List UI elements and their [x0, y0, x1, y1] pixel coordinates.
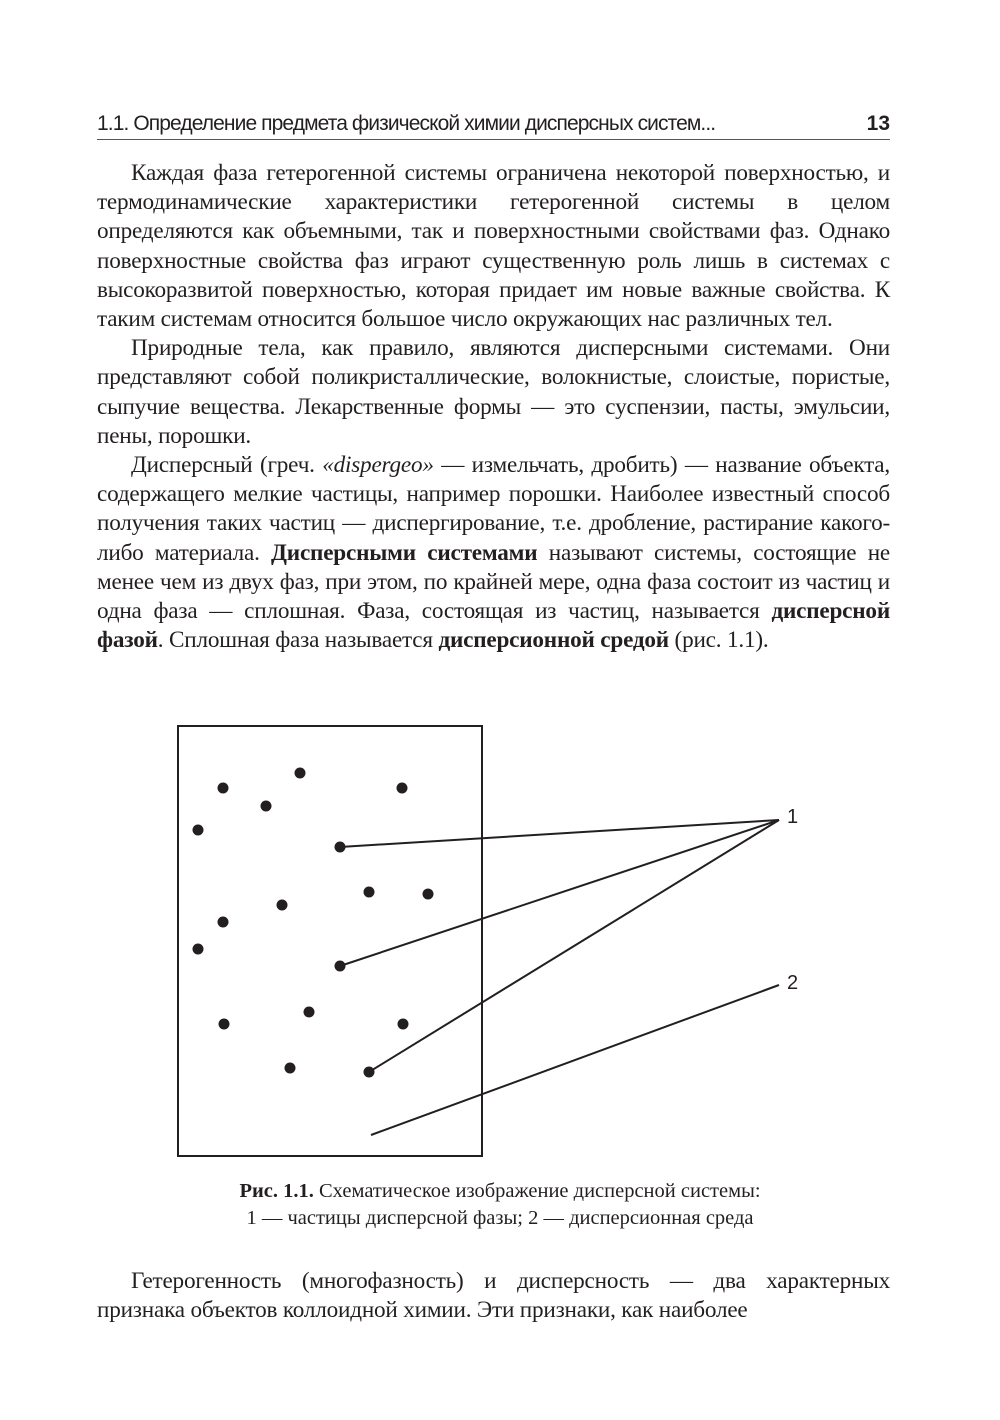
particle-dot: [335, 961, 346, 972]
particle-dot: [261, 801, 272, 812]
running-head-title: 1.1. Определение предмета физической химии дисперсных систем...: [97, 112, 716, 135]
particle-dot: [304, 1007, 315, 1018]
dispersion-medium-box: [178, 726, 482, 1156]
paragraph-3-text: — измельчать, дробить) — название объекта, содержащего мелкие частицы, например порошки. Наиболее известный способ получения таких частиц — диспергирование, т.е. дробление, растирание какого-либо материала.: [97, 452, 890, 566]
header-rule: [97, 139, 890, 140]
paragraph-3: [97, 451, 890, 655]
paragraph-3-text: Дисперсный (греч.: [131, 452, 323, 479]
caption-label: Рис. 1.1.: [239, 1180, 314, 1202]
caption-line-2: 1 — частицы дисперсной фазы; 2 — дисперсионная среда: [246, 1207, 754, 1229]
paragraph-2: Природные тела, как правило, являются дисперсными системами. Они представляют собой поликристаллические, волокнистые, слоистые, пористые, сыпучие вещества. Лекарственные формы — это суспензии, пасты, эмульсии, пены, порошки.: [97, 335, 890, 449]
figure-caption: [97, 1178, 903, 1232]
paragraph-3-text: . Сплошная фаза называется: [157, 627, 439, 654]
leader-line-1-3: [369, 820, 779, 1072]
particle-dot: [398, 1019, 409, 1030]
particle-dot: [193, 825, 204, 836]
body-text-top: [97, 159, 890, 655]
particle-dot: [218, 917, 229, 928]
term-disperse-systems: Дисперсными системами: [271, 539, 538, 566]
paragraph-3-text: называют системы, состоящие не менее чем из двух фаз, при этом, по крайней мере, одна фаза состоит из частиц и одна фаза — сплошная. Фаза, состоящая из частиц, называется: [97, 539, 890, 625]
running-head: [97, 110, 890, 138]
figure-label-1: 1: [787, 806, 799, 828]
paragraph-4: Гетерогенность (многофазность) и дисперсность — два характерных признака объектов коллоидной химии. Эти признаки, как наиболее: [97, 1268, 890, 1324]
greek-term: «dispergeo»: [322, 452, 434, 479]
body-text-bottom: [97, 1267, 890, 1325]
leader-line-1-1: [340, 820, 779, 847]
particle-dot: [219, 1019, 230, 1030]
leader-lines: [340, 820, 779, 1135]
caption-line-1: [97, 1178, 903, 1205]
leader-line-2: [371, 985, 779, 1135]
paragraph-3-text: (рис. 1.1).: [668, 627, 769, 654]
paragraph-1: Каждая фаза гетерогенной системы ограничена некоторой поверхностью, и термодинамические характеристики гетерогенной системы в целом определяются как объемными, так и поверхностными свойствами фаз. Однако поверхностные свойства фаз играют существенную роль лишь в системах с высокоразвитой поверхностью, которая придает им новые важные свойства. К таким системам относится большое число окружающих нас различных тел.: [97, 160, 890, 333]
particle-dot: [364, 887, 375, 898]
particle-dot: [285, 1063, 296, 1074]
caption-text: Схематическое изображение дисперсной системы:: [313, 1180, 761, 1202]
term-dispersion-medium: дисперсионной средой: [438, 627, 669, 654]
term-disperse-phase: дисперсной фазой: [97, 598, 890, 654]
particle-dot: [277, 900, 288, 911]
particle-dot: [335, 842, 346, 853]
particles: [193, 768, 434, 1078]
particle-dot: [423, 889, 434, 900]
particle-dot: [218, 783, 229, 794]
particle-dot: [397, 783, 408, 794]
particle-dot: [193, 944, 204, 955]
leader-line-1-2: [340, 820, 779, 966]
particle-dot: [364, 1067, 375, 1078]
particle-dot: [295, 768, 306, 779]
page-number: 13: [866, 112, 890, 135]
figure-label-2: 2: [787, 972, 799, 994]
